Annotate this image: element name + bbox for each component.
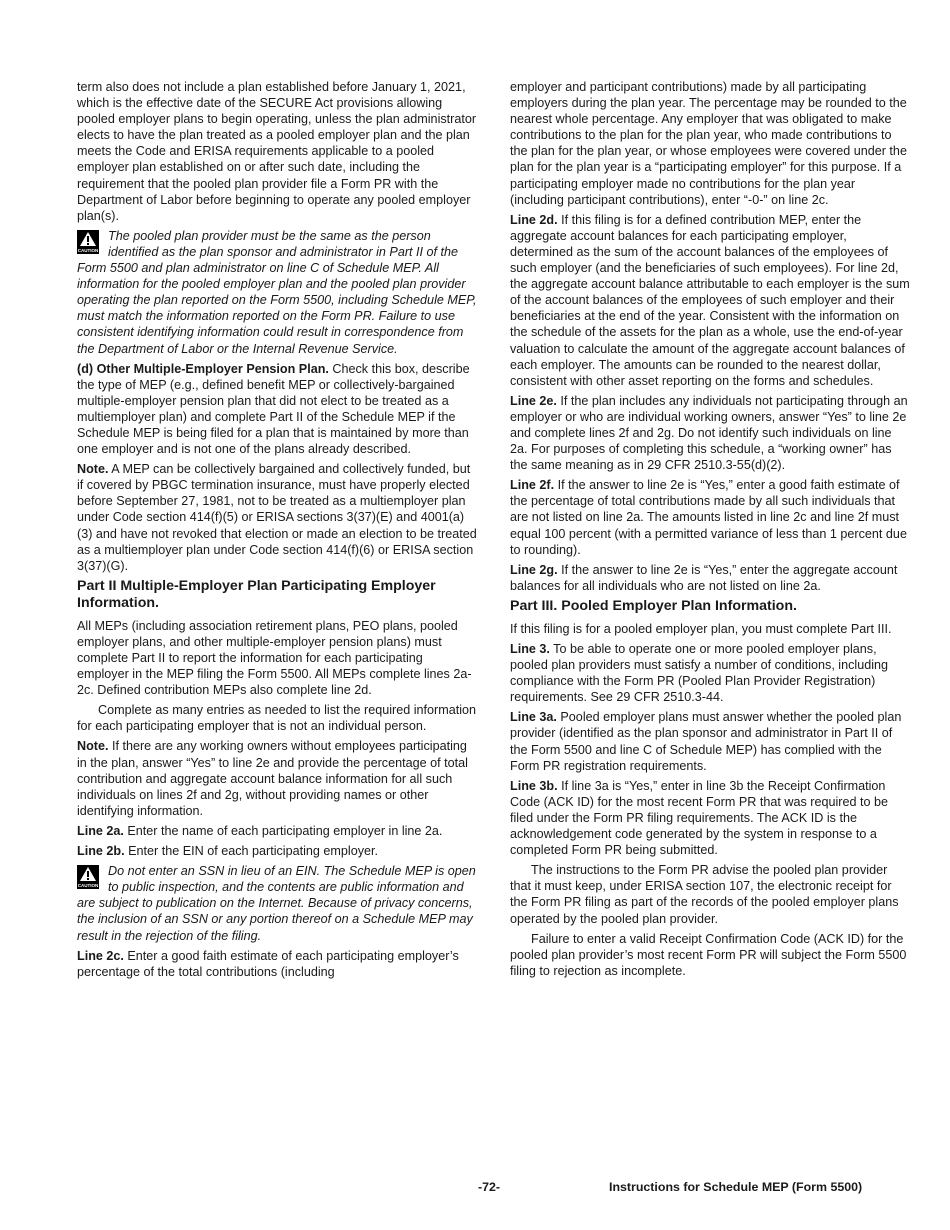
line-2c	[77, 948, 477, 980]
line-2e-text: If the plan includes any individuals not participating through an employer or who are individual working owners, answer “Yes” to line 2e and complete lines 2f and 2g. Do not identify such individuals on line 2a. For purposes of completing this schedule, a “working owner” has the same meaning as in 29 CFR 2510.3-55(d)(2).	[510, 393, 908, 473]
part2-paragraph-1: All MEPs (including association retirement plans, PEO plans, pooled employer plans, and other multiple-employer pension plans) must complete Part II to report the information for each participating employer in the MEP filing the Form 5500. All MEPs complete lines 2a-2c. Defined contribution MEPs also complete line 2d.	[77, 618, 472, 698]
line-2f	[510, 477, 910, 557]
line-3a-label: Line 3a.	[510, 710, 557, 725]
line-2g	[510, 562, 910, 594]
part2-heading: Part II Multiple-Employer Plan Participating Employer Information.	[77, 577, 436, 611]
part3-paragraph-2: The instructions to the Form PR advise the pooled plan provider that it must keep, under ERISA section 107, the electronic receipt for the Form PR filing as part of the records of the pooled employer plans operated by the pooled plan provider.	[510, 863, 899, 926]
line-2a-text: Enter the name of each participating employer in line 2a.	[123, 823, 443, 838]
note-collectively-bargained	[77, 461, 477, 574]
line-2b-label: Line 2b.	[77, 844, 125, 859]
right-column	[510, 79, 910, 983]
line-3-text: To be able to operate one or more pooled employer plans, pooled plan providers must satisfy a number of conditions, including compliance with the Form PR (Pooled Plan Provider Registration) requirements. See 29 CFR 2510.3-44.	[510, 642, 889, 705]
line-2g-label: Line 2g.	[510, 562, 558, 577]
line-3a-text: Pooled employer plans must answer whether the pooled plan provider (identified as the plan sponsor and administrator in Part II of the Form 5500 and line C of Schedule MEP) has complied with the Form PR registration requirements.	[510, 710, 902, 773]
part3-paragraph-3: Failure to enter a valid Receipt Confirmation Code (ACK ID) for the pooled plan provider’s most recent Form PR will subject the Form 5500 filing to rejection as incomplete.	[510, 931, 907, 978]
line-3-label: Line 3.	[510, 642, 550, 656]
note-working-owners	[77, 738, 477, 818]
line-2c-text: Enter a good faith estimate of each participating employer’s percentage of the total contributions (including	[77, 948, 459, 979]
label-other-mep: (d) Other Multiple-Employer Pension Plan.	[77, 361, 329, 376]
caution-text-2: Do not enter an SSN in lieu of an EIN. The Schedule MEP is open to public inspection, and the contents are public information and are subject to publication on the Internet. Because of privacy concerns, the inclusion of an SSN or any portion thereof on a Schedule MEP may result in the rejection of the filing.	[77, 864, 476, 943]
line-2d-label: Line 2d.	[510, 212, 558, 227]
caution-icon	[77, 865, 99, 889]
part2-paragraph-2: Complete as many entries as needed to list the required information for each participating employer that is not an individual person.	[77, 703, 477, 734]
line-2e-label: Line 2e.	[510, 393, 557, 408]
line-2f-text: If the answer to line 2e is “Yes,” enter a good faith estimate of the percentage of total contributions made by all such individuals that are not listed on line 2a. The amounts listed in line 2c and line 2f must equal 100 percent (with a permitted variance of less than 1 percent due to rounding).	[510, 478, 907, 557]
text-other-mep: Check this box, describe the type of MEP (e.g., defined benefit MEP or collectively-bargained multiple-employer pension plan that did not elect to be treated as a multiemployer plan) and complete Part II of the Schedule MEP if the Schedule MEP is being filed for a plan that is maintained by more than one employer and is not one of the plans already described.	[77, 361, 470, 457]
footer-title: Instructions for Schedule MEP (Form 5500)	[609, 1180, 863, 1194]
line-3b	[510, 778, 910, 858]
caution-icon-label: CAUTION	[77, 883, 99, 889]
left-paragraph-1: term also does not include a plan established before January 1, 2021, which is the effective date of the SECURE Act provisions allowing pooled employer plans to begin operating, unless the plan administrator elects to have the plan treated as a pooled employer plan and the plan meets the Code and ERISA requirements applicable to a pooled employer plan established on or after such date, including the requirement that the pooled plan provider file a Form PR with the Department of Labor before beginning to operate any pooled employer plan(s).	[77, 80, 477, 223]
right-paragraph-1: employer and participant contributions) made by all participating employers during the plan year. The percentage may be rounded to the nearest whole percentage. Any employer that was obligated to make contributions to the plan for the plan year, who made contributions to the plan for the plan year, or whose employees were covered under the plan for the plan year is a “participating employer” for this purpose. If a participating employer made no contributions for the plan year (including participant contributions), enter “-0-” on line 2c.	[510, 80, 907, 207]
line-2b-text: Enter the EIN of each participating employer.	[124, 844, 379, 859]
caution-note-2	[77, 863, 477, 943]
line-2a	[77, 823, 477, 839]
line-3b-text: If line 3a is “Yes,” enter in line 3b the Receipt Confirmation Code (ACK ID) for the most recent Form PR that was required to be filed under the Form PR filing requirements. The ACK ID is the acknowledgement code generated by the system in response to a completed Form PR being submitted.	[510, 778, 888, 858]
line-2g-text: If the answer to line 2e is “Yes,” enter the aggregate account balances for all individuals who are not listed on line 2a.	[510, 562, 898, 593]
line-2d-text: If this filing is for a defined contribution MEP, enter the aggregate account balances for each participating employer, determined as the sum of the account balances of the employees of such employer (and the beneficiaries of such employees). For line 2d, the aggregate account balance attributable to each employer is the sum of the account balances of the employees of such employer and their beneficiaries at the end of the year. Consistent with the information on the schedule of the assets for the plan as a whole, use the end-of-year valuation to calculate the amount of the aggregate account balances of each employer. The amounts can be rounded to the nearest dollar, consistent with other asset reporting on the forms and schedules.	[510, 212, 910, 388]
caution-text-1: The pooled plan provider must be the same as the person identified as the plan sponsor and administrator in Part II of the Form 5500 and plan administrator on line C of Schedule MEP. All information for the pooled employer plan and the pooled plan provider operating the plan reported on the Form 5500, including Schedule MEP, must match the information reported on the Form PR. Failure to use consistent identifying information could result in correspondence from the Department of Labor or the Internal Revenue Service.	[77, 228, 477, 356]
caution-icon	[77, 230, 99, 254]
line-2b	[77, 843, 477, 859]
note-label: Note.	[77, 462, 109, 477]
part3-paragraph-1: If this filing is for a pooled employer plan, you must complete Part III.	[510, 621, 892, 636]
note-label: Note.	[77, 739, 109, 754]
note-text: A MEP can be collectively bargained and collectively funded, but if covered by PBGC termination insurance, must have properly elected before September 27, 1981, not to be treated as a multiemployer plan under Code section 414(f)(5) or ERISA sections 3(37)(E) and 4001(a)(3) and have not revoked that election or made an election to be treated as a multiemployer plan under Code section 414(f)(6) or ERISA section 3(37)(G).	[77, 462, 477, 573]
line-3b-label: Line 3b.	[510, 778, 558, 793]
line-2c-label: Line 2c.	[77, 948, 124, 963]
page-number: -72-	[478, 1180, 501, 1194]
line-3	[510, 641, 910, 705]
paragraph-other-mep	[77, 361, 477, 458]
left-column	[77, 79, 477, 984]
line-2f-label: Line 2f.	[510, 478, 555, 493]
part3-heading: Part III. Pooled Employer Plan Information.	[510, 597, 797, 614]
line-3a	[510, 709, 910, 773]
note-text: If there are any working owners without employees participating in the plan, answer “Yes” to line 2e and provide the percentage of total contribution and aggregate account balance information for all such individuals on lines 2f and 2g, without providing names or other identifying information.	[77, 739, 468, 818]
line-2d	[510, 212, 910, 389]
caution-note-1	[77, 228, 477, 357]
line-2e	[510, 393, 910, 473]
caution-icon-label: CAUTION	[77, 247, 99, 253]
line-2a-label: Line 2a.	[77, 823, 124, 838]
